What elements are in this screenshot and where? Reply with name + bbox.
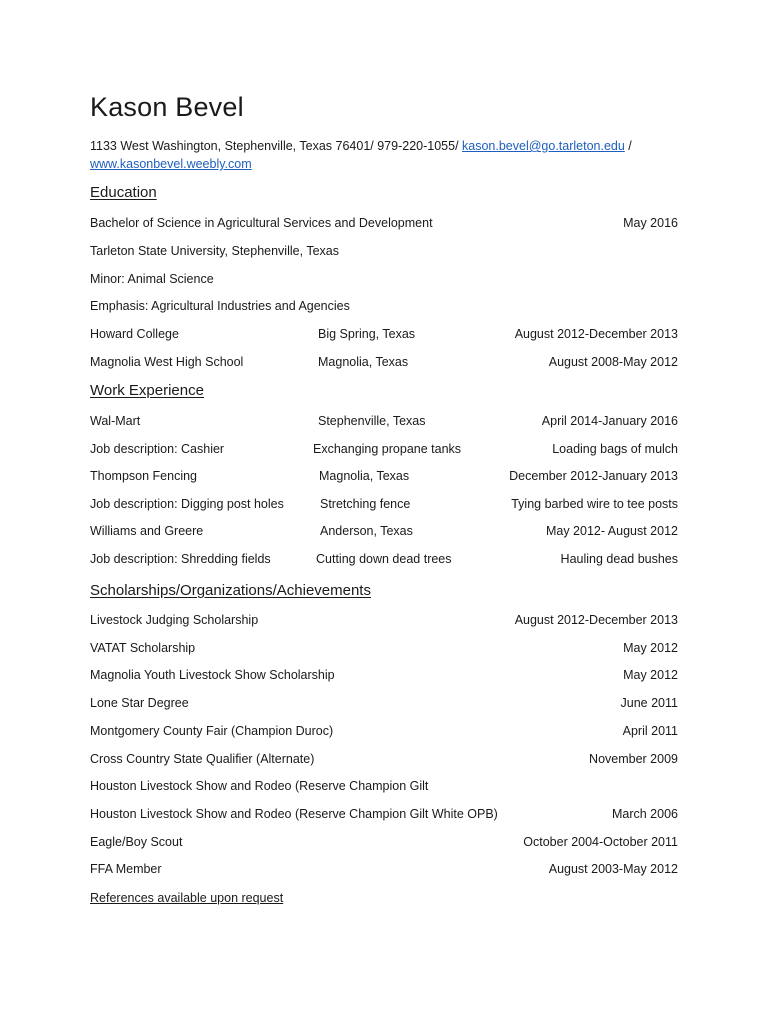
work-row	[90, 524, 678, 542]
item-title: Howard College	[90, 327, 179, 342]
work-row	[90, 414, 678, 432]
item-location: Exchanging propane tanks	[313, 441, 462, 456]
work-row	[90, 442, 678, 460]
item-date: March 2006	[611, 806, 678, 821]
scholarship-row	[90, 696, 678, 714]
education-row	[90, 244, 678, 262]
item-title: Job description: Cashier	[90, 441, 225, 456]
education-row	[90, 299, 678, 317]
item-date: August 2012-December 2013	[514, 327, 678, 342]
item-title: Thompson Fencing	[90, 469, 198, 484]
item-date: May 2012- August 2012	[545, 524, 678, 539]
item-title: Job description: Digging post holes	[90, 496, 284, 511]
work-heading: Work Experience	[90, 382, 204, 399]
item-title: Lone Star Degree	[90, 696, 189, 711]
item-title: Job description: Shredding fields	[90, 552, 271, 566]
item-date: June 2011	[620, 696, 678, 711]
item-location: Stretching fence	[320, 496, 411, 511]
work-row	[90, 469, 678, 487]
references-note: References available upon request	[90, 891, 284, 905]
work-row	[90, 552, 678, 570]
item-title: Emphasis: Agricultural Industries and Agencies	[90, 299, 350, 314]
item-title: Tarleton State University, Stephenville, Texas	[90, 243, 339, 258]
contact-address: 1133 West Washington, Stephenville, Texas 76401/ 979-220-1055/	[90, 139, 463, 153]
item-title: Bachelor of Science in Agricultural Services and Development	[90, 216, 433, 230]
work-row	[90, 497, 678, 515]
item-date: August 2012-December 2013	[514, 613, 678, 627]
scholarship-row	[90, 668, 678, 686]
item-title: Williams and Greere	[90, 524, 204, 539]
item-title: Magnolia West High School	[90, 355, 244, 369]
scholarship-row	[90, 807, 678, 825]
item-date: May 2012	[623, 640, 678, 655]
scholarship-row	[90, 779, 678, 797]
scholarship-row	[90, 835, 678, 853]
item-date: Tying barbed wire to tee posts	[511, 496, 678, 511]
item-location: Cutting down dead trees	[316, 552, 452, 566]
item-date: April 2014-January 2016	[541, 414, 678, 428]
item-date: April 2011	[622, 723, 678, 738]
website-link[interactable]: www.kasonbevel.weebly.com	[90, 157, 252, 171]
item-date: December 2012-January 2013	[509, 469, 678, 484]
contact-separator: /	[624, 139, 632, 153]
item-date: November 2009	[589, 751, 678, 766]
item-title: Eagle/Boy Scout	[90, 834, 183, 849]
item-date: Loading bags of mulch	[552, 441, 678, 456]
item-location: Magnolia, Texas	[319, 469, 410, 484]
resume-name: Kason Bevel	[90, 92, 244, 122]
education-row	[90, 355, 678, 373]
scholarship-row	[90, 613, 678, 631]
item-location: Magnolia, Texas	[318, 355, 409, 369]
item-date: August 2008-May 2012	[548, 355, 678, 369]
scholarship-row	[90, 724, 678, 742]
item-title: Livestock Judging Scholarship	[90, 613, 259, 627]
item-date: Hauling dead bushes	[560, 552, 678, 566]
item-title: Cross Country State Qualifier (Alternate)	[90, 751, 315, 766]
education-heading: Education	[90, 184, 157, 201]
item-title: Magnolia Youth Livestock Show Scholarship	[90, 668, 335, 683]
item-title: Houston Livestock Show and Rodeo (Reserve Champion Gilt White OPB)	[90, 806, 498, 821]
education-row	[90, 216, 678, 234]
item-title: Houston Livestock Show and Rodeo (Reserve Champion Gilt	[90, 779, 429, 794]
item-location: Stephenville, Texas	[318, 414, 426, 428]
email-link[interactable]: kason.bevel@go.tarleton.edu	[462, 139, 625, 153]
item-location: Big Spring, Texas	[318, 327, 416, 342]
item-date: May 2016	[623, 216, 678, 230]
item-date: August 2003-May 2012	[548, 862, 678, 877]
item-date: October 2004-October 2011	[523, 834, 678, 849]
item-date: May 2012	[623, 668, 678, 683]
item-title: Wal-Mart	[90, 414, 141, 428]
education-row	[90, 272, 678, 290]
scholarships-heading: Scholarships/Organizations/Achievements	[90, 582, 371, 599]
item-location: Anderson, Texas	[320, 524, 413, 539]
scholarship-row	[90, 862, 678, 880]
item-title: VATAT Scholarship	[90, 640, 196, 655]
scholarship-row	[90, 641, 678, 659]
contact-line	[90, 137, 690, 173]
education-row	[90, 327, 678, 345]
item-title: Minor: Animal Science	[90, 271, 214, 286]
item-title: Montgomery County Fair (Champion Duroc)	[90, 723, 334, 738]
item-title: FFA Member	[90, 862, 162, 877]
scholarship-row	[90, 752, 678, 770]
